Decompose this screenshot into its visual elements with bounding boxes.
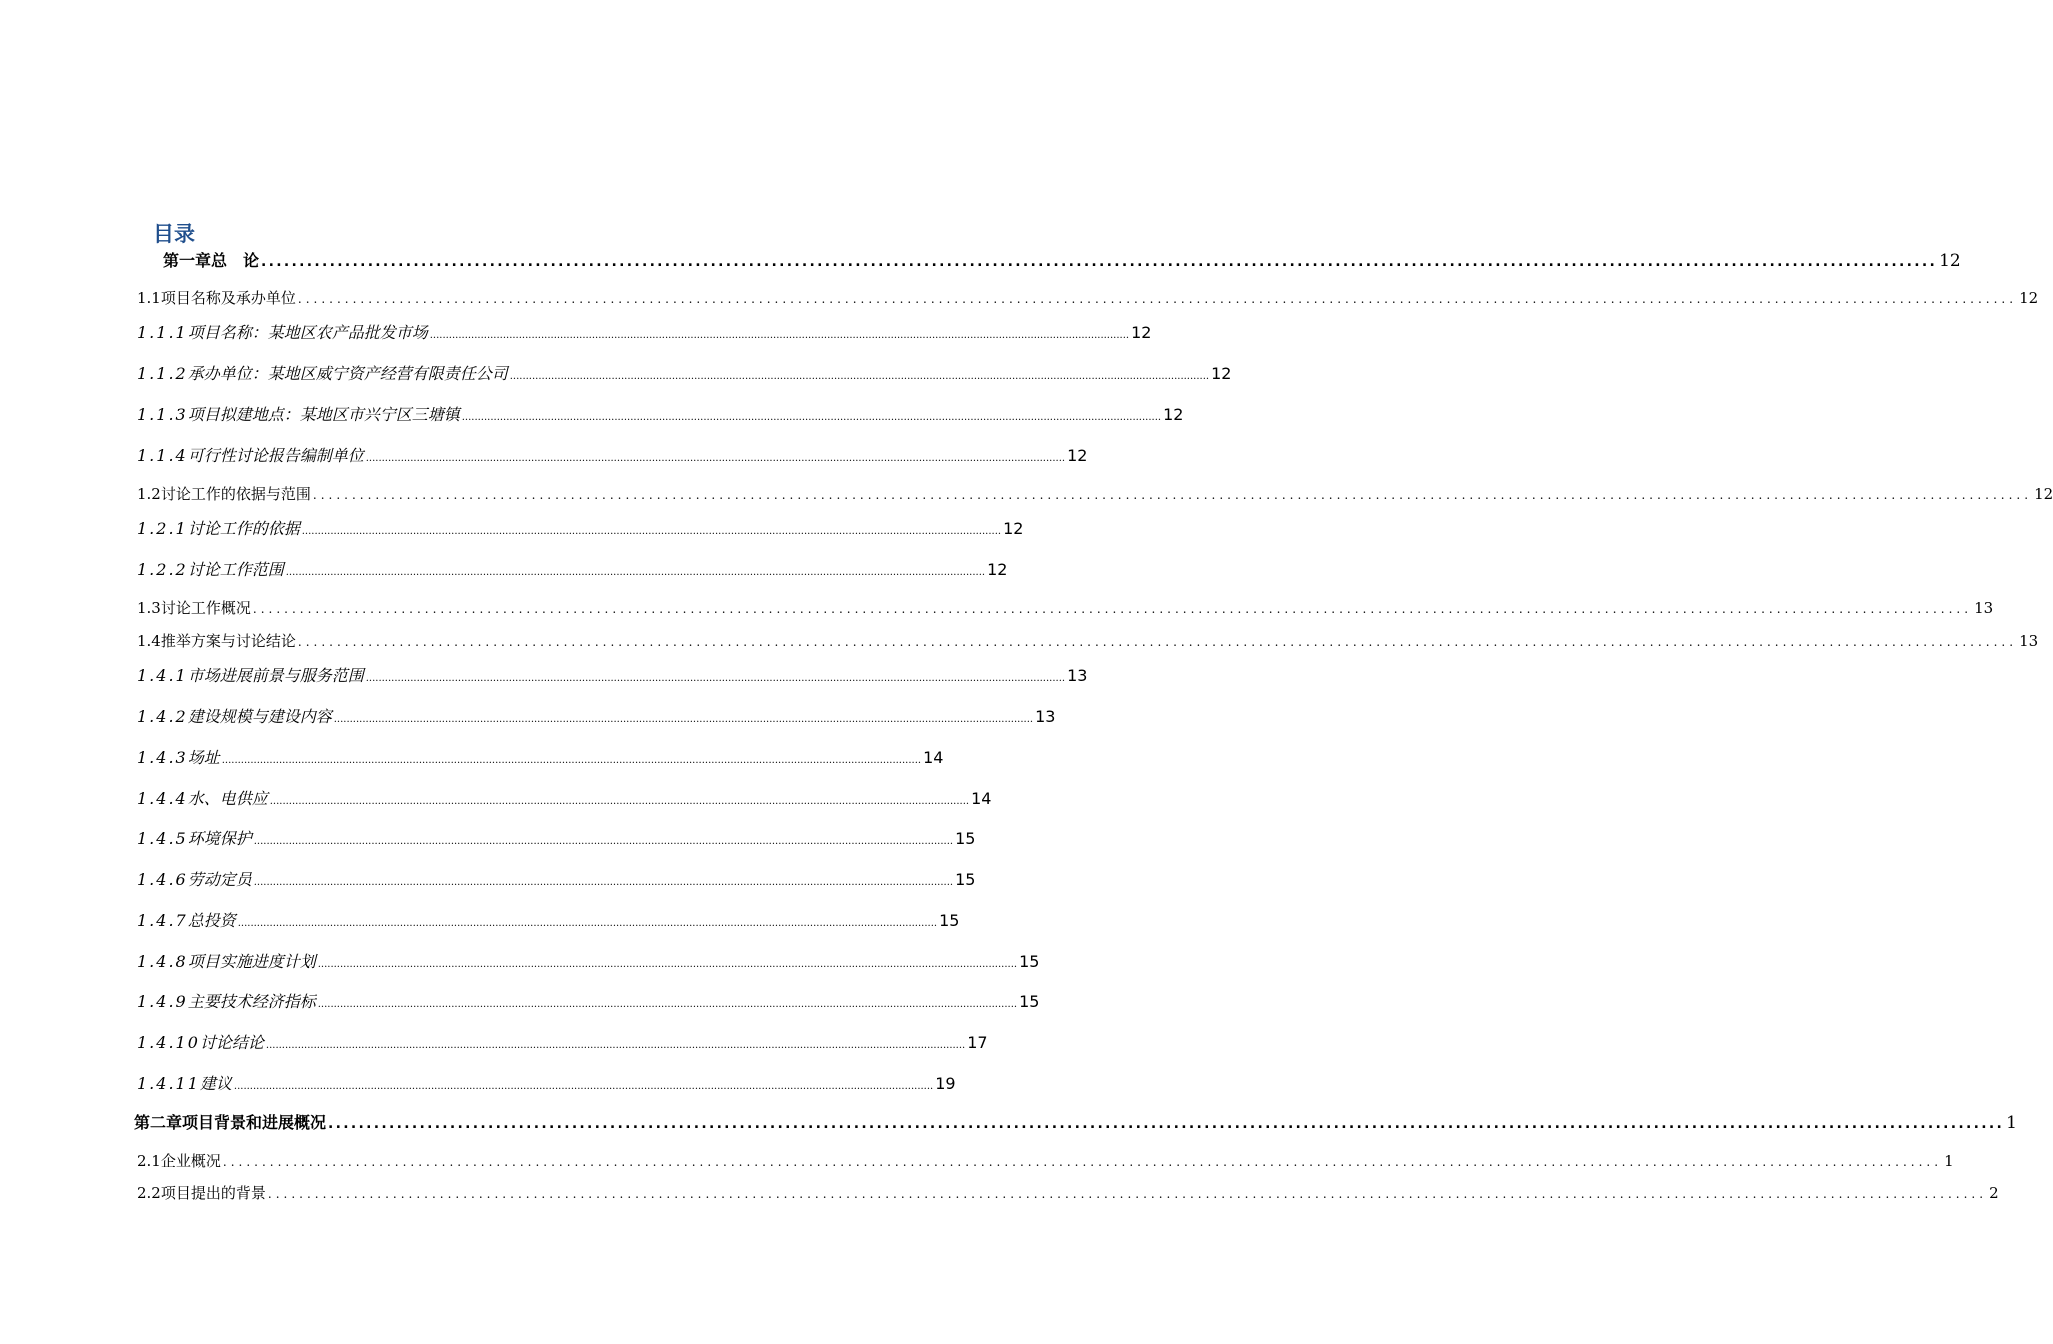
toc-entry-number: 1.4.8: [137, 952, 188, 971]
toc-dot-leader: ............................................................................................................................................................................................................................: [317, 959, 1018, 970]
toc-page-number: 12: [1163, 405, 1184, 424]
toc-page-number: 15: [939, 911, 960, 930]
toc-entry-1-4-4[interactable]: [137, 786, 992, 809]
toc-page-number: 15: [1019, 952, 1040, 971]
toc-entry-2-2[interactable]: [137, 1182, 1999, 1203]
toc-entry-number: 1.4: [137, 632, 161, 650]
toc-entry-title: 项目名称：某地区农产品批发市场: [187, 323, 428, 342]
toc-entry-number: 1.2.2: [137, 560, 188, 579]
toc-dot-leader: ............................................................................................................................................................................................................................: [265, 1040, 966, 1051]
toc-entry-title: 讨论工作的依据: [187, 519, 300, 538]
toc-entry-number: 1.4.3: [137, 748, 188, 767]
toc-entry-title: 项目名称及承办单位: [160, 289, 296, 307]
toc-entry-number: 1.4.4: [137, 789, 188, 808]
toc-dot-leader: ............................................................................................................................................................................................................................: [221, 755, 922, 766]
toc-entry-第二章[interactable]: [134, 1110, 2017, 1133]
toc-page-number: 13: [1974, 599, 1994, 617]
toc-dot-leader: ............................................................................................................................................................................................................................: [333, 714, 1034, 725]
toc-page-number: 1: [1944, 1152, 1954, 1170]
toc-dot-leader: ............................................................................................................................................................................................................................: [252, 602, 1973, 616]
toc-entry-number: 1.3: [137, 599, 161, 617]
toc-page-number: 1: [2006, 1113, 2017, 1133]
toc-dot-leader: ............................................................................................................................................................................................................................: [365, 673, 1066, 684]
toc-entry-title: 项目提出的背景: [160, 1184, 266, 1202]
toc-entry-title: 可行性讨论报告编制单位: [187, 446, 364, 465]
toc-entry-number: 1.4.9: [137, 992, 188, 1011]
toc-dot-leader: ............................................................................................................................................................................................................................: [269, 796, 970, 807]
toc-entry-1-4-7[interactable]: [137, 908, 960, 931]
toc-entry-number: 第二章: [134, 1113, 183, 1132]
toc-entry-title: 水、电供应: [187, 789, 268, 808]
toc-dot-leader: ............................................................................................................................................................................................................................: [301, 526, 1002, 537]
toc-page-number: 13: [2019, 632, 2039, 650]
toc-dot-leader: ............................................................................................................................................................................................................................: [312, 488, 2033, 502]
toc-entry-title: 劳动定员: [187, 870, 252, 889]
toc-entry-1-4-8[interactable]: [137, 949, 1040, 972]
toc-page-number: 15: [955, 829, 976, 848]
toc-entry-1-1[interactable]: [137, 287, 2039, 308]
toc-dot-leader: ............................................................................................................................................................................................................................: [297, 635, 2018, 649]
toc-dot-leader: ............................................................................................................................................................................................................................: [429, 330, 1130, 341]
toc-dot-leader: ............................................................................................................................................................................................................................: [233, 1081, 934, 1092]
toc-page-number: 12: [1067, 446, 1088, 465]
toc-page-number: 13: [1035, 707, 1056, 726]
toc-dot-leader: ............................................................................................................................................................................................................................: [237, 918, 938, 929]
toc-page-number: 14: [971, 789, 992, 808]
toc-entry-1-4[interactable]: [137, 630, 2039, 651]
toc-entry-title: 环境保护: [187, 829, 252, 848]
toc-title: 目录: [153, 222, 195, 246]
toc-dot-leader: ............................................................................................................................................................................................................................: [365, 453, 1066, 464]
toc-page-number: 12: [1939, 251, 1961, 271]
toc-entry-title: 讨论工作的依据与范围: [160, 485, 311, 503]
toc-dot-leader: ............................................................................................................................................................................................................................: [267, 1187, 1988, 1201]
toc-entry-2-1[interactable]: [137, 1150, 1954, 1171]
toc-entry-第一章[interactable]: [163, 248, 1961, 271]
toc-dot-leader: ............................................................................................................................................................................................................................: [317, 999, 1018, 1010]
toc-entry-1-1-3[interactable]: [137, 402, 1184, 425]
toc-dot-leader: ............................................................................................................................................................................................................................: [461, 412, 1162, 423]
toc-entry-number: 2.2: [137, 1184, 161, 1202]
toc-entry-title: 承办单位：某地区威宁资产经营有限责任公司: [187, 364, 508, 383]
toc-entry-1-2-1[interactable]: [137, 516, 1024, 539]
toc-entry-1-4-2[interactable]: [137, 704, 1056, 727]
toc-entry-number: 1.2.1: [137, 519, 188, 538]
toc-entry-1-4-9[interactable]: [137, 989, 1040, 1012]
toc-entry-title: 推举方案与讨论结论: [160, 632, 296, 650]
toc-dot-leader: ............................................................................................................................................................................................................................: [509, 371, 1210, 382]
toc-entry-number: 1.1.4: [137, 446, 188, 465]
toc-entry-1-4-1[interactable]: [137, 663, 1088, 686]
toc-entry-number: 1.1.2: [137, 364, 188, 383]
toc-entry-1-4-10[interactable]: [137, 1030, 988, 1053]
toc-entry-1-1-2[interactable]: [137, 361, 1232, 384]
toc-entry-1-1-1[interactable]: [137, 320, 1152, 343]
toc-entry-number: 1.1.1: [137, 323, 188, 342]
toc-entry-1-2-2[interactable]: [137, 557, 1008, 580]
toc-entry-title: 项目拟建地点：某地区市兴宁区三塘镇: [187, 405, 460, 424]
toc-entry-title: 讨论工作范围: [187, 560, 284, 579]
toc-entry-title: 市场进展前景与服务范围: [187, 666, 364, 685]
toc-entry-title: 场址: [187, 748, 220, 767]
toc-entry-title: 项目背景和进展概况: [182, 1113, 327, 1132]
toc-entry-number: 第一章: [163, 251, 212, 270]
toc-entry-title: 建设规模与建设内容: [187, 707, 332, 726]
toc-entry-1-2[interactable]: [137, 483, 2053, 504]
toc-entry-number: 1.1.3: [137, 405, 188, 424]
toc-page-number: 12: [1131, 323, 1152, 342]
toc-entry-number: 1.4.10: [137, 1033, 200, 1052]
toc-page-number: 19: [935, 1074, 956, 1093]
toc-page-number: 12: [1003, 519, 1024, 538]
toc-entry-number: 2.1: [137, 1152, 161, 1170]
toc-entry-number: 1.1: [137, 289, 161, 307]
toc-entry-title: 建议: [199, 1074, 232, 1093]
toc-entry-number: 1.4.5: [137, 829, 188, 848]
toc-entry-title: 主要技术经济指标: [187, 992, 316, 1011]
toc-page-number: 12: [2034, 485, 2053, 503]
toc-entry-number: 1.4.11: [137, 1074, 200, 1093]
toc-dot-leader: ............................................................................................................................................................................................................................: [285, 567, 986, 578]
toc-page-number: 14: [923, 748, 944, 767]
toc-entry-number: 1.4.6: [137, 870, 188, 889]
toc-entry-number: 1.4.7: [137, 911, 188, 930]
toc-entry-1-4-5[interactable]: [137, 826, 976, 849]
toc-dot-leader: ............................................................................................................................................................................................................................: [297, 292, 2018, 306]
toc-dot-leader: ............................................................................................................................................................................................................................: [328, 1116, 2005, 1132]
toc-page-number: 12: [987, 560, 1008, 579]
toc-page-number: 15: [1019, 992, 1040, 1011]
toc-dot-leader: ............................................................................................................................................................................................................................: [253, 836, 954, 847]
toc-entry-title: 总投资: [187, 911, 236, 930]
toc-entry-1-3[interactable]: [137, 597, 1994, 618]
toc-entry-1-4-3[interactable]: [137, 745, 944, 768]
toc-entry-number: 1.4.1: [137, 666, 188, 685]
toc-entry-1-4-6[interactable]: [137, 867, 976, 890]
toc-page-number: 13: [1067, 666, 1088, 685]
toc-entry-title: 讨论结论: [199, 1033, 264, 1052]
toc-page-number: 12: [2019, 289, 2039, 307]
toc-dot-leader: ............................................................................................................................................................................................................................: [253, 877, 954, 888]
toc-page-number: 12: [1211, 364, 1232, 383]
toc-entry-number: 1.2: [137, 485, 161, 503]
toc-page-number: 17: [967, 1033, 988, 1052]
toc-entry-title: 企业概况: [160, 1152, 221, 1170]
toc-entry-1-4-11[interactable]: [137, 1071, 956, 1094]
toc-dot-leader: ............................................................................................................................................................................................................................: [261, 254, 1938, 270]
toc-entry-title: 项目实施进度计划: [187, 952, 316, 971]
toc-dot-leader: ............................................................................................................................................................................................................................: [222, 1155, 1943, 1169]
toc-entry-title: 讨论工作概况: [160, 599, 251, 617]
toc-page-number: 15: [955, 870, 976, 889]
toc-entry-1-1-4[interactable]: [137, 443, 1088, 466]
toc-entry-number: 1.4.2: [137, 707, 188, 726]
toc-entry-title: 总 论: [211, 251, 260, 270]
toc-page-number: 2: [1989, 1184, 1999, 1202]
